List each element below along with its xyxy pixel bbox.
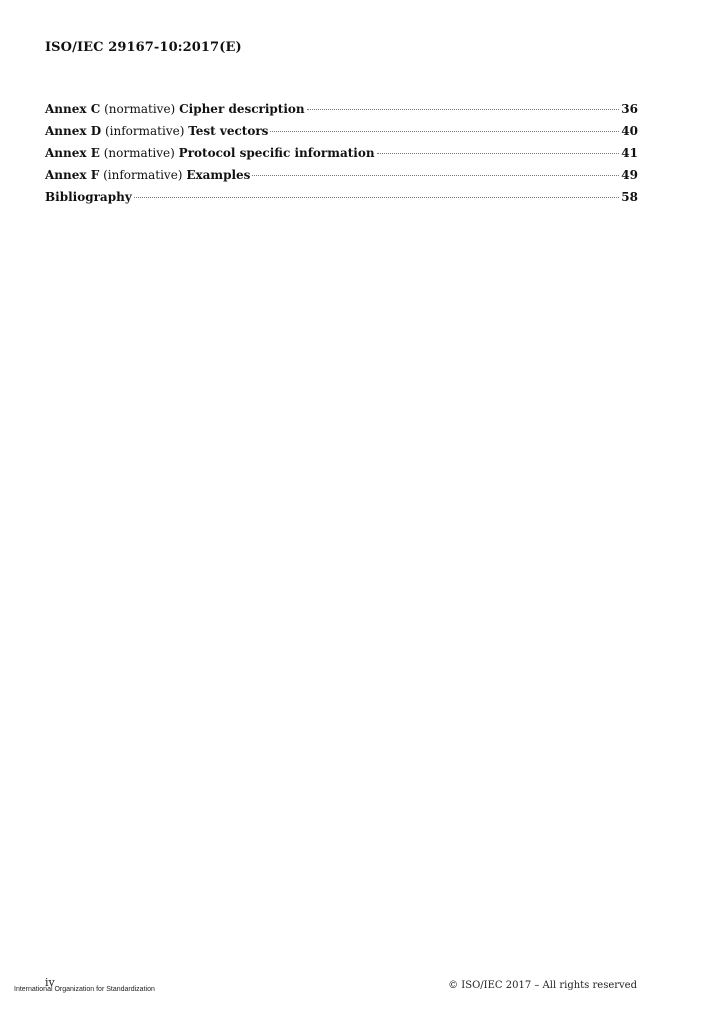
toc-title: Test vectors xyxy=(188,124,269,138)
document-id-header: ISO/IEC 29167-10:2017(E) xyxy=(45,40,242,55)
toc-annex: Annex F xyxy=(45,168,100,182)
toc-title: Protocol specific information xyxy=(178,146,375,160)
toc-leader-dots xyxy=(377,153,620,154)
toc-label xyxy=(45,166,250,184)
footer-organization: International Organization for Standardization xyxy=(14,986,155,993)
toc-label xyxy=(45,188,132,206)
table-of-contents xyxy=(45,100,638,210)
toc-entry-annex-c[interactable] xyxy=(45,100,638,122)
toc-page-number: 49 xyxy=(621,168,638,182)
toc-leader-dots xyxy=(252,175,619,176)
toc-annex-type: (normative) xyxy=(104,102,176,116)
toc-page-number: 40 xyxy=(621,124,638,138)
toc-label xyxy=(45,100,305,118)
toc-title: Cipher description xyxy=(179,102,305,116)
toc-annex-type: (informative) xyxy=(103,168,183,182)
toc-title: Bibliography xyxy=(45,190,132,204)
footer-page-number: iv xyxy=(45,976,55,989)
toc-entry-annex-e[interactable] xyxy=(45,144,638,166)
toc-label xyxy=(45,122,268,140)
toc-leader-dots xyxy=(270,131,619,132)
toc-annex: Annex C xyxy=(45,102,101,116)
toc-leader-dots xyxy=(134,197,620,198)
toc-label xyxy=(45,144,375,162)
toc-leader-dots xyxy=(307,109,620,110)
toc-annex-type: (normative) xyxy=(103,146,175,160)
toc-entry-annex-d[interactable] xyxy=(45,122,638,144)
toc-annex: Annex E xyxy=(45,146,100,160)
toc-annex: Annex D xyxy=(45,124,102,138)
toc-entry-annex-f[interactable] xyxy=(45,166,638,188)
toc-entry-bibliography[interactable] xyxy=(45,188,638,210)
toc-page-number: 58 xyxy=(621,190,638,204)
toc-page-number: 36 xyxy=(621,102,638,116)
toc-annex-type: (informative) xyxy=(104,124,185,138)
toc-page-number: 41 xyxy=(621,146,638,160)
toc-title: Examples xyxy=(186,168,251,182)
footer-copyright: © ISO/IEC 2017 – All rights reserved xyxy=(448,980,637,991)
